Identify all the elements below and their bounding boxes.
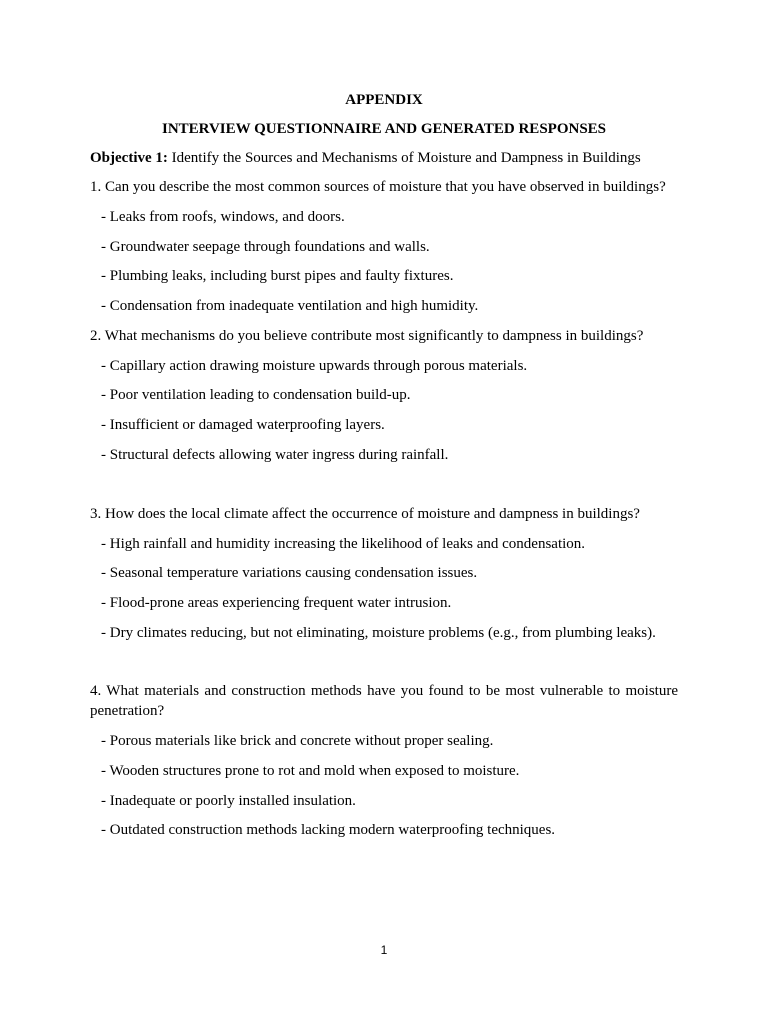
answer-2-4: - Structural defects allowing water ingress during rainfall. (101, 446, 449, 463)
section-subheading: INTERVIEW QUESTIONNAIRE AND GENERATED RESPONSES (161, 121, 607, 137)
objective-label: Objective 1: (90, 150, 168, 166)
question-4: 4. What materials and construction methods have you found to be most vulnerable to moisture penetration? (90, 683, 678, 720)
objective-1 (90, 148, 678, 168)
question-1: 1. Can you describe the most common sources of moisture that you have observed in buildings? (90, 179, 666, 195)
document-page (90, 90, 678, 850)
question-block-2 (90, 326, 678, 465)
answer-4-3: - Inadequate or poorly installed insulation. (101, 792, 356, 809)
appendix-heading: APPENDIX (345, 92, 423, 108)
answer-3-3: - Flood-prone areas experiencing frequent water intrusion. (101, 594, 452, 611)
answer-1-1: - Leaks from roofs, windows, and doors. (101, 209, 345, 225)
question-3: 3. How does the local climate affect the occurrence of moisture and dampness in buildings? (90, 505, 640, 522)
question-block-1 (90, 177, 678, 316)
answer-1-2: - Groundwater seepage through foundations and walls. (101, 238, 430, 255)
answer-3-1: - High rainfall and humidity increasing the likelihood of leaks and condensation. (101, 535, 586, 552)
answer-3-2: - Seasonal temperature variations causing condensation issues. (101, 565, 478, 582)
paragraph-spacer (90, 475, 678, 504)
answer-3-4: - Dry climates reducing, but not eliminating, moisture problems (e.g., from plumbing leaks). (101, 624, 656, 641)
page-number: 1 (380, 943, 388, 957)
paragraph-spacer (90, 652, 678, 681)
answer-4-1: - Porous materials like brick and concrete without proper sealing. (101, 733, 494, 750)
answer-2-2: - Poor ventilation leading to condensation build-up. (101, 387, 411, 404)
answer-4-2: - Wooden structures prone to rot and mold when exposed to moisture. (101, 762, 520, 779)
answer-1-4: - Condensation from inadequate ventilation and high humidity. (101, 298, 479, 315)
question-2: 2. What mechanisms do you believe contribute most significantly to dampness in buildings? (90, 327, 644, 344)
question-block-4 (90, 681, 678, 840)
objective-text: Identify the Sources and Mechanisms of Moisture and Dampness in Buildings (167, 150, 641, 166)
answer-4-4: - Outdated construction methods lacking modern waterproofing techniques. (101, 822, 556, 839)
answer-2-3: - Insufficient or damaged waterproofing layers. (101, 417, 385, 434)
question-block-3 (90, 504, 678, 643)
answer-1-3: - Plumbing leaks, including burst pipes and faulty fixtures. (101, 268, 454, 285)
answer-2-1: - Capillary action drawing moisture upwards through porous materials. (101, 357, 528, 374)
